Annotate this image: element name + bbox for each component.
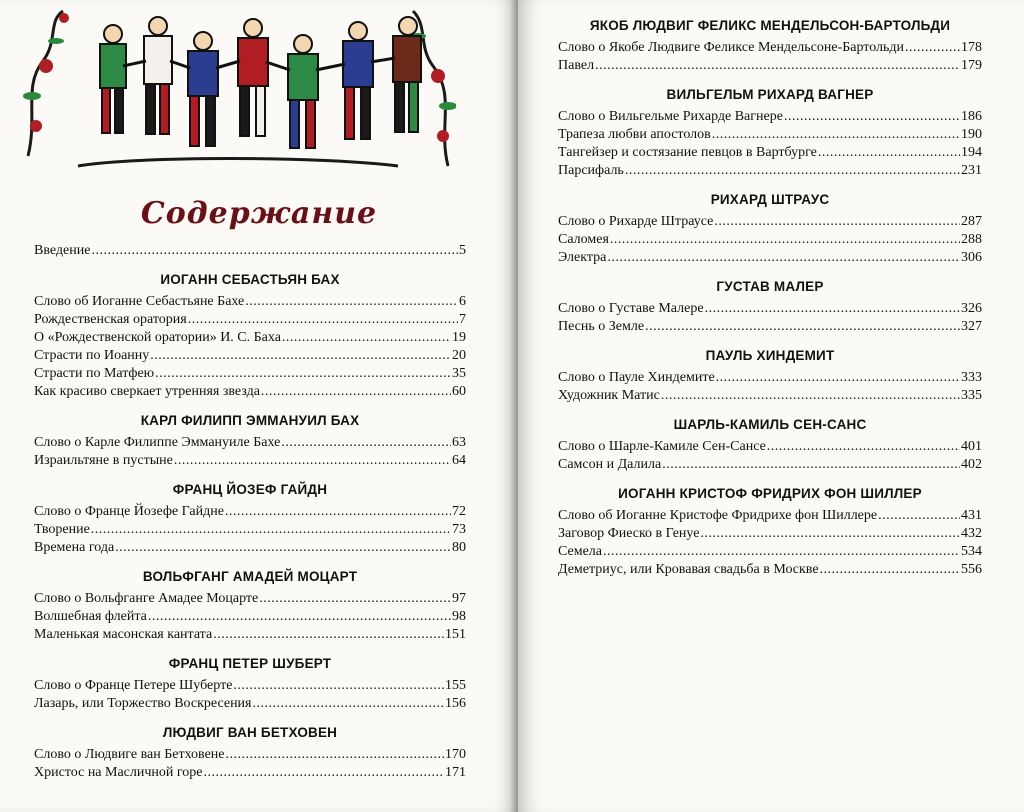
toc-entry[interactable] bbox=[34, 539, 466, 557]
toc-entry[interactable] bbox=[34, 365, 466, 383]
toc-entry[interactable] bbox=[34, 608, 466, 626]
toc-entry[interactable] bbox=[558, 144, 982, 162]
entry-title: Парсифаль bbox=[558, 163, 624, 178]
entry-page: 306 bbox=[961, 250, 982, 265]
entry-page: 327 bbox=[961, 319, 982, 334]
entry-page: 171 bbox=[445, 765, 466, 780]
entry-title: Художник Матис bbox=[558, 388, 660, 403]
entry-page: 432 bbox=[961, 526, 982, 541]
entry-title: Павел bbox=[558, 58, 595, 73]
right-page bbox=[518, 0, 1024, 812]
toc-entry[interactable] bbox=[558, 456, 982, 474]
toc-entry[interactable] bbox=[558, 387, 982, 405]
entry-page: 72 bbox=[452, 504, 466, 519]
toc-entry[interactable] bbox=[558, 525, 982, 543]
entry-page: 97 bbox=[452, 591, 466, 606]
entry-title: Трапеза любви апостолов bbox=[558, 127, 711, 142]
toc-entry[interactable] bbox=[558, 231, 982, 249]
entry-page: 20 bbox=[452, 348, 466, 363]
toc-entry[interactable] bbox=[558, 543, 982, 561]
entry-title: Слово о Франце Йозефе Гайдне bbox=[34, 504, 224, 519]
entry-page: 231 bbox=[961, 163, 982, 178]
toc-entry[interactable] bbox=[558, 318, 982, 336]
entry-page: 178 bbox=[961, 40, 982, 55]
toc-entry[interactable] bbox=[34, 452, 466, 470]
entry-title: Слово о Шарле-Камиле Сен-Сансе bbox=[558, 439, 766, 454]
toc-entry-intro[interactable] bbox=[34, 242, 466, 260]
entry-title: Времена года bbox=[34, 540, 115, 555]
entry-title: Введение bbox=[34, 243, 91, 258]
entry-title: Саломея bbox=[558, 232, 609, 247]
toc-entry[interactable] bbox=[34, 434, 466, 452]
toc-entry[interactable] bbox=[34, 677, 466, 695]
entry-page: 6 bbox=[459, 294, 466, 309]
entry-title: Электра bbox=[558, 250, 607, 265]
entry-title: Самсон и Далила bbox=[558, 457, 662, 472]
section-heading: ИОГАНН СЕБАСТЬЯН БАХ bbox=[160, 272, 340, 287]
entry-page: 60 bbox=[452, 384, 466, 399]
entry-title: Слово о Пауле Хиндемите bbox=[558, 370, 715, 385]
section-heading: ФРАНЦ ПЕТЕР ШУБЕРТ bbox=[168, 656, 332, 671]
toc-entry[interactable] bbox=[558, 369, 982, 387]
entry-page: 287 bbox=[961, 214, 982, 229]
entry-page: 7 bbox=[459, 312, 466, 327]
entry-page: 19 bbox=[452, 330, 466, 345]
toc-entry[interactable] bbox=[34, 311, 466, 329]
entry-page: 401 bbox=[961, 439, 982, 454]
toc-title: Содержание bbox=[140, 196, 378, 231]
toc-entry[interactable] bbox=[558, 300, 982, 318]
toc-entry[interactable] bbox=[34, 503, 466, 521]
entry-title: Лазарь, или Торжество Воскресения bbox=[34, 696, 252, 711]
entry-title: Творение bbox=[34, 522, 90, 537]
entry-title: Семела bbox=[558, 544, 602, 559]
section-heading: ЯКОБ ЛЮДВИГ ФЕЛИКС МЕНДЕЛЬСОН-БАРТОЛЬДИ bbox=[589, 18, 951, 33]
section-heading: КАРЛ ФИЛИПП ЭММАНУИЛ БАХ bbox=[140, 413, 360, 428]
section-heading: ГУСТАВ МАЛЕР bbox=[716, 279, 824, 294]
entry-title: Слово об Иоганне Себастьяне Бахе bbox=[34, 294, 245, 309]
toc-entry[interactable] bbox=[558, 438, 982, 456]
entry-page: 179 bbox=[961, 58, 982, 73]
entry-title: Слово о Якобе Людвиге Феликсе Мендельсоне-Бартольди bbox=[558, 40, 905, 55]
section-heading: ВОЛЬФГАНГ АМАДЕЙ МОЦАРТ bbox=[142, 569, 358, 584]
toc-entry[interactable] bbox=[558, 249, 982, 267]
entry-page: 5 bbox=[459, 243, 466, 258]
entry-title: Слово о Вильгельме Рихарде Вагнере bbox=[558, 109, 783, 124]
entry-page: 35 bbox=[452, 366, 466, 381]
entry-title: Слово о Вольфганге Амадее Моцарте bbox=[34, 591, 259, 606]
entry-page: 333 bbox=[961, 370, 982, 385]
entry-page: 288 bbox=[961, 232, 982, 247]
entry-title: Песнь о Земле bbox=[558, 319, 645, 334]
section-heading: ЛЮДВИГ ВАН БЕТХОВЕН bbox=[162, 725, 338, 740]
toc-entry[interactable] bbox=[558, 39, 982, 57]
entry-page: 73 bbox=[452, 522, 466, 537]
entry-page: 98 bbox=[452, 609, 466, 624]
entry-page: 186 bbox=[961, 109, 982, 124]
entry-title: Тангейзер и состязание певцов в Вартбурге bbox=[558, 145, 817, 160]
entry-title: Слово о Карле Филиппе Эммануиле Бахе bbox=[34, 435, 281, 450]
toc-entry[interactable] bbox=[34, 347, 466, 365]
toc-entry[interactable] bbox=[34, 521, 466, 539]
entry-page: 534 bbox=[961, 544, 982, 559]
toc-entry[interactable] bbox=[34, 695, 466, 713]
entry-page: 63 bbox=[452, 435, 466, 450]
toc-entry[interactable] bbox=[558, 57, 982, 75]
entry-title: Слово об Иоганне Кристофе Фридрихе фон Шиллере bbox=[558, 508, 878, 523]
entry-page: 190 bbox=[961, 127, 982, 142]
entry-title: Маленькая масонская кантата bbox=[34, 627, 213, 642]
entry-title: Деметриус, или Кровавая свадьба в Москве bbox=[558, 562, 819, 577]
section-heading: ИОГАНН КРИСТОФ ФРИДРИХ ФОН ШИЛЛЕР bbox=[618, 486, 922, 501]
toc-entry[interactable] bbox=[34, 590, 466, 608]
entry-title: Рождественская оратория bbox=[34, 312, 187, 327]
entry-page: 151 bbox=[445, 627, 466, 642]
entry-title: Христос на Масличной горе bbox=[34, 765, 203, 780]
section-heading: ШАРЛЬ-КАМИЛЬ СЕН-САНС bbox=[673, 417, 867, 432]
left-toc-column bbox=[34, 242, 466, 782]
toc-entry[interactable] bbox=[558, 126, 982, 144]
entry-title: Заговор Фиеско в Генуе bbox=[558, 526, 700, 541]
entry-page: 156 bbox=[445, 696, 466, 711]
entry-page: 431 bbox=[961, 508, 982, 523]
toc-entry[interactable] bbox=[34, 746, 466, 764]
toc-entry[interactable] bbox=[558, 507, 982, 525]
entry-title: Слово о Франце Петере Шуберте bbox=[34, 678, 233, 693]
right-sections bbox=[558, 18, 982, 579]
entry-title: Слово о Рихарде Штраусе bbox=[558, 214, 714, 229]
right-toc-column bbox=[558, 6, 982, 579]
entry-title: Израильтяне в пустыне bbox=[34, 453, 173, 468]
left-sections bbox=[34, 272, 466, 782]
entry-title: Страсти по Матфею bbox=[34, 366, 155, 381]
toc-entry[interactable] bbox=[558, 108, 982, 126]
entry-title: Волшебная флейта bbox=[34, 609, 147, 624]
section-heading: ФРАНЦ ЙОЗЕФ ГАЙДН bbox=[172, 482, 328, 497]
toc-entry[interactable] bbox=[34, 383, 466, 401]
entry-page: 402 bbox=[961, 457, 982, 472]
entry-title: Страсти по Иоанну bbox=[34, 348, 150, 363]
toc-entry[interactable] bbox=[558, 162, 982, 180]
toc-entry[interactable] bbox=[34, 626, 466, 644]
section-heading: ВИЛЬГЕЛЬМ РИХАРД ВАГНЕР bbox=[666, 87, 874, 102]
toc-entry[interactable] bbox=[558, 561, 982, 579]
entry-page: 64 bbox=[452, 453, 466, 468]
entry-title: Как красиво сверкает утренняя звезда bbox=[34, 384, 260, 399]
entry-page: 80 bbox=[452, 540, 466, 555]
toc-entry[interactable] bbox=[558, 213, 982, 231]
entry-page: 326 bbox=[961, 301, 982, 316]
entry-title: О «Рождественской оратории» И. С. Баха bbox=[34, 330, 281, 345]
toc-entry[interactable] bbox=[34, 764, 466, 782]
entry-page: 556 bbox=[961, 562, 982, 577]
dancing-figures-illustration bbox=[18, 6, 456, 176]
section-heading: ПАУЛЬ ХИНДЕМИТ bbox=[705, 348, 835, 363]
entry-title: Слово о Людвиге ван Бетховене bbox=[34, 747, 225, 762]
entry-page: 194 bbox=[961, 145, 982, 160]
entry-page: 155 bbox=[445, 678, 466, 693]
toc-entry[interactable] bbox=[34, 329, 466, 347]
toc-entry[interactable] bbox=[34, 293, 466, 311]
entry-page: 170 bbox=[445, 747, 466, 762]
section-heading: РИХАРД ШТРАУС bbox=[710, 192, 830, 207]
entry-title: Слово о Густаве Малере bbox=[558, 301, 704, 316]
entry-page: 335 bbox=[961, 388, 982, 403]
